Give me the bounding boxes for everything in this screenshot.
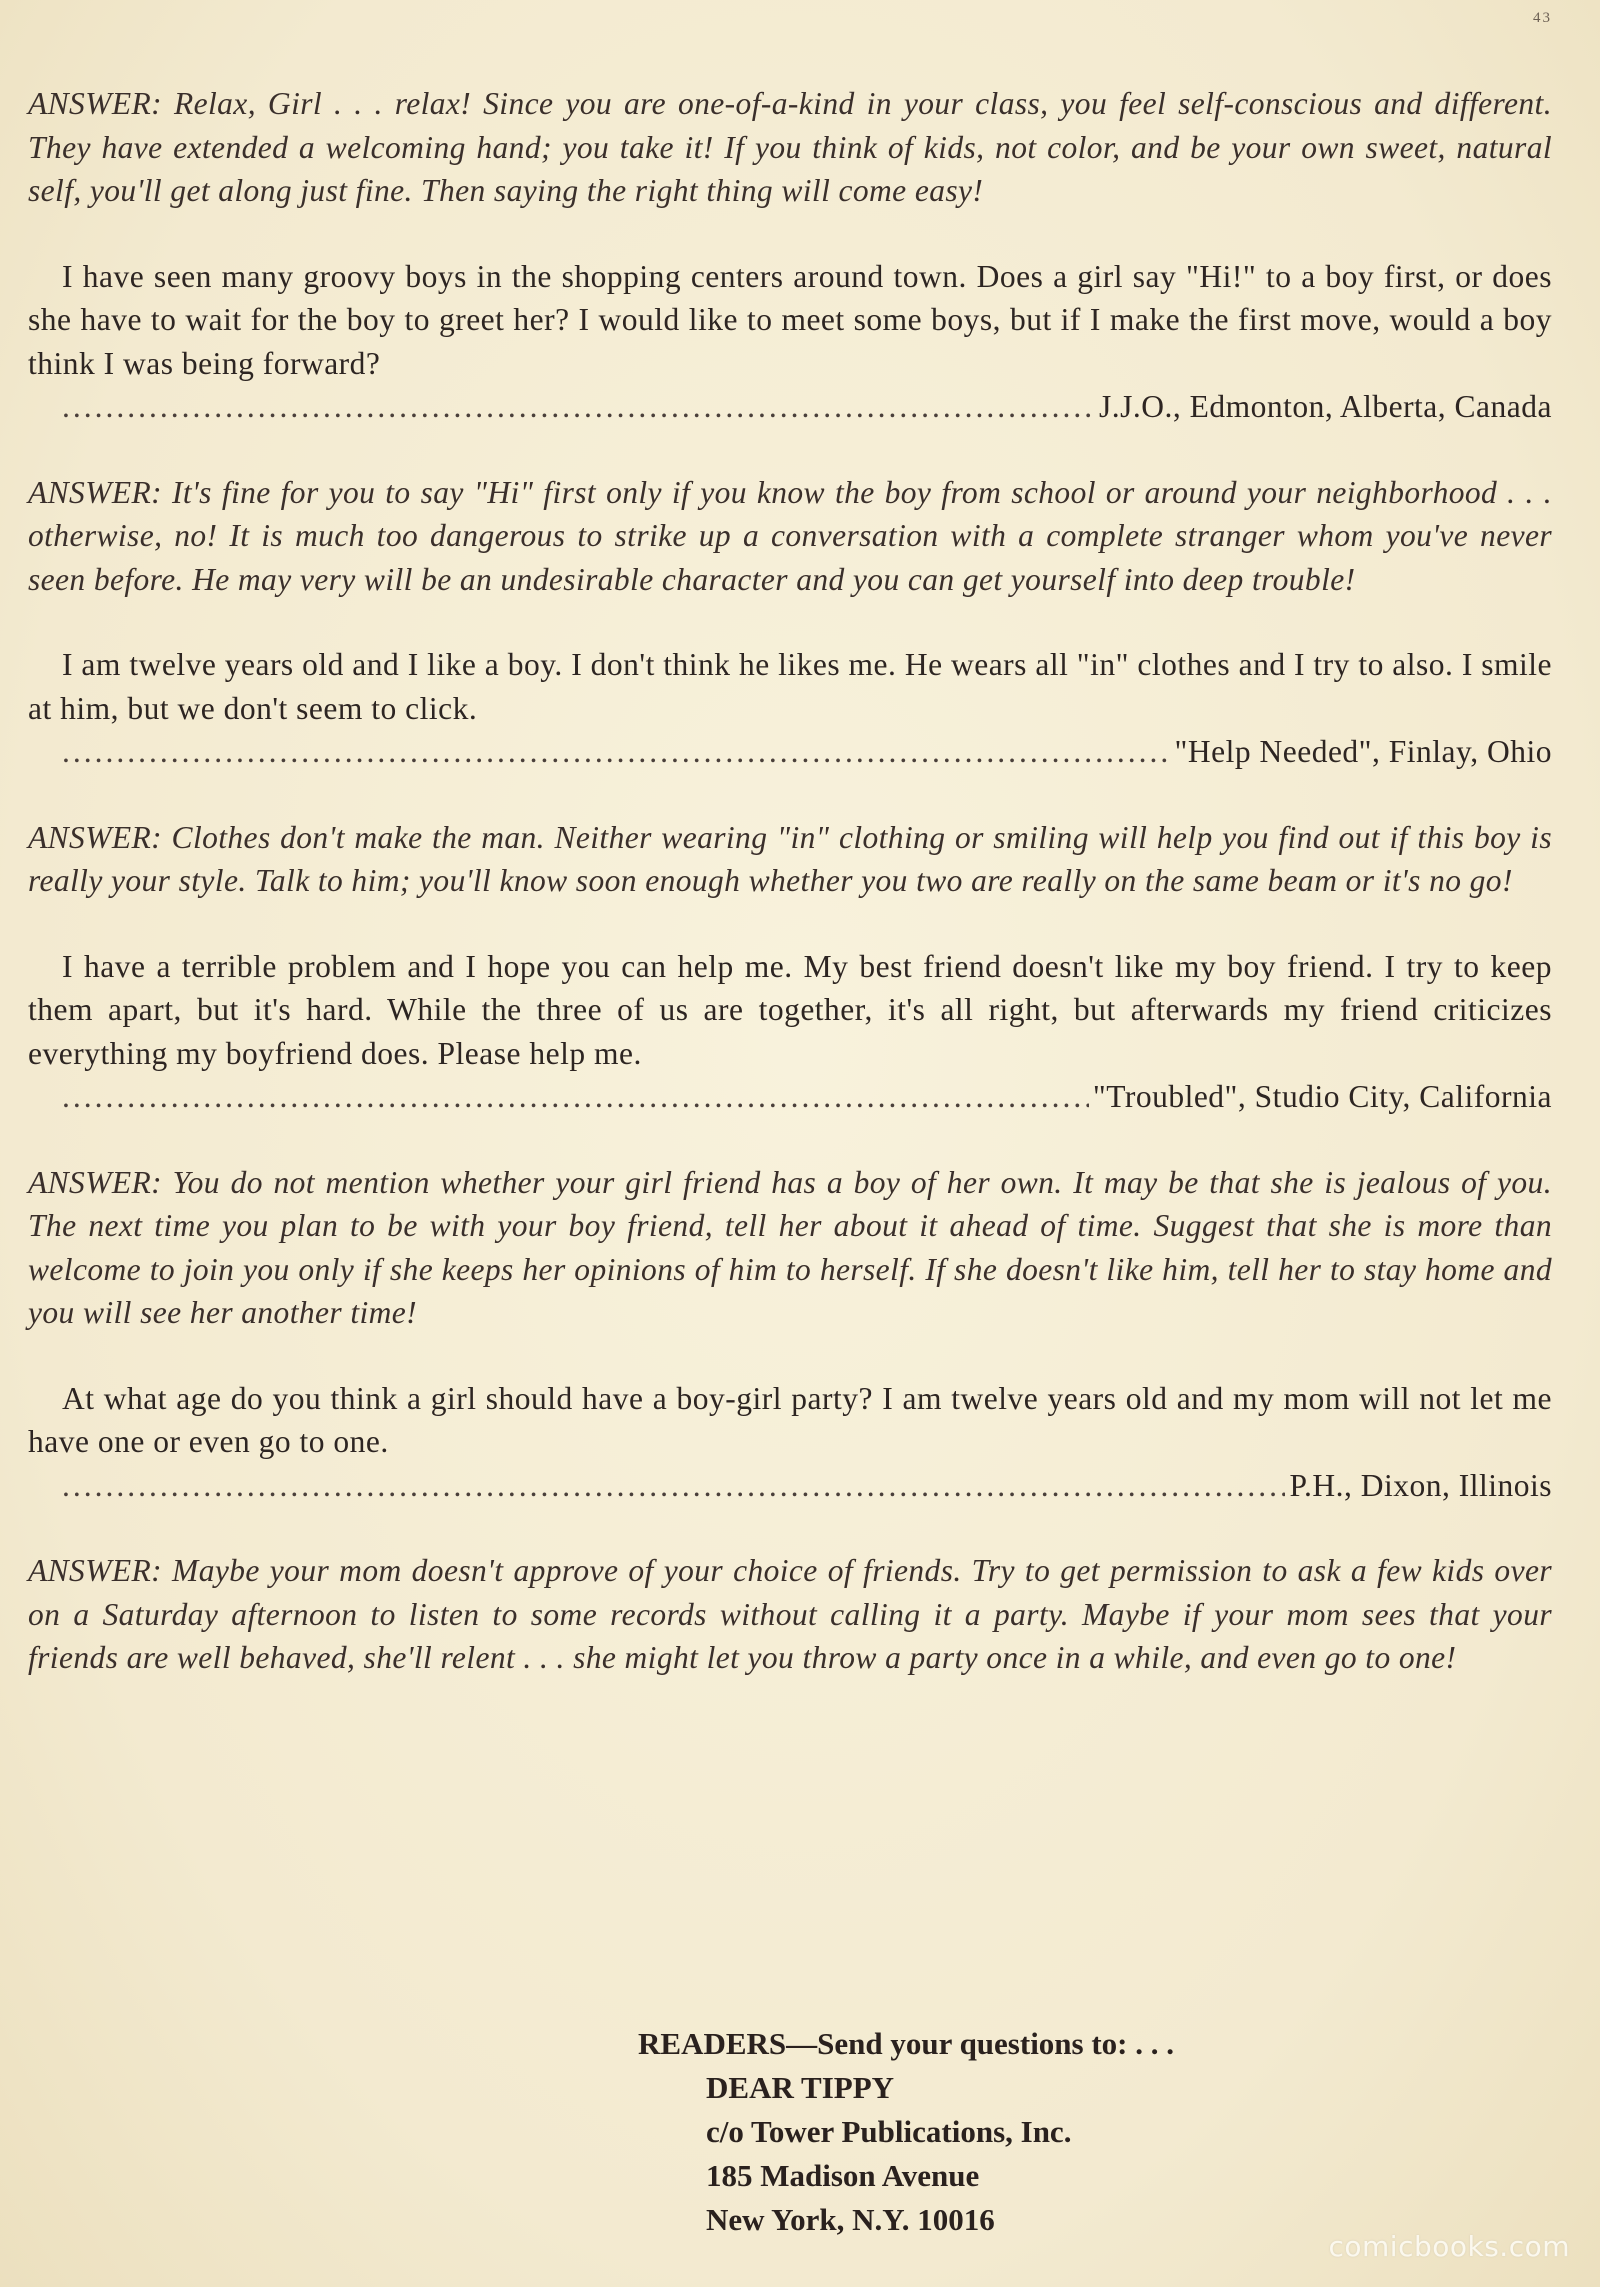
signature-5: P.H., Dixon, Illinois — [1289, 1467, 1552, 1503]
question-5: At what age do you think a girl should have a boy-girl party? I am twelve years old and my mom will not let me have one or even go to one. — [28, 1380, 1552, 1459]
watermark: comicbooks.com — [1328, 2230, 1570, 2263]
answer-5: ANSWER: Maybe your mom doesn't approve of your choice of friends. Try to get permission to ask a few kids over on a Saturday afternoon to listen to some records without calling it a party. Maybe if your mom sees that your friends are well behaved, she'll relent . . . she might let you throw a party once in a while, and even go to one! — [28, 1553, 1552, 1675]
signature-3: "Help Needed", Finlay, Ohio — [1174, 734, 1552, 769]
dot-leader — [62, 730, 1171, 774]
question-3: I am twelve years old and I like a boy. I don't think he likes me. He wears all "in" clothes and I try to also. I smile at him, but we don't seem to click. — [28, 647, 1552, 726]
dot-leader — [62, 1075, 1089, 1119]
answer-3: ANSWER: Clothes don't make the man. Neither wearing "in" clothing or smiling will help you find out if this boy is really your style. Talk to him; you'll know soon enough whether you two are really on the same beam or it's no go! — [28, 819, 1552, 898]
signature-2: J.J.O., Edmonton, Alberta, Canada — [1098, 389, 1552, 424]
question-2: I have seen many groovy boys in the shopping centers around town. Does a girl say "Hi!" to a boy first, or does she have to wait for the boy to greet her? I would like to meet some boys, but if I make the first move, would a boy think I was being forward? — [28, 258, 1552, 381]
address-line-1: DEAR TIPPY — [706, 2070, 895, 2105]
signature-3-line — [28, 730, 1552, 774]
address-line-3: 185 Madison Avenue — [706, 2158, 980, 2193]
signature-2-line — [28, 385, 1552, 429]
answer-4: ANSWER: You do not mention whether your girl friend has a boy of her own. It may be that she is jealous of you. The next time you plan to be with your boy friend, tell her about it ahead of time. Suggest that she is more than welcome to join you only if she keeps her opinions of him to herself. If she doesn't like him, tell her to stay home and you will see her another time! — [28, 1164, 1552, 1330]
answer-2: ANSWER: It's fine for you to say "Hi" first only if you know the boy from school or around your neighborhood . . . otherwise, no! It is much too dangerous to strike up a conversation with a complete stranger whom you've never seen before. He may very will be an undesirable character and you can get yourself into deep trouble! — [28, 474, 1552, 597]
readers-mailing-address — [638, 2022, 1174, 2242]
signature-5-line — [28, 1464, 1552, 1508]
answer-1: ANSWER: Relax, Girl . . . relax! Since you are one-of-a-kind in your class, you feel self-conscious and different. They have extended a welcoming hand; you take it! If you think of kids, not color, and be your own sweet, natural self, you'll get along just fine. Then saying the right thing will come easy! — [28, 86, 1552, 208]
signature-4-line — [28, 1075, 1552, 1119]
dot-leader — [62, 1464, 1285, 1508]
address-line-2: c/o Tower Publications, Inc. — [706, 2114, 1072, 2149]
readers-heading: READERS—Send your questions to: . . . — [638, 2026, 1175, 2061]
advice-column — [28, 82, 1552, 1722]
signature-4: "Troubled", Studio City, California — [1092, 1079, 1552, 1114]
question-4: I have a terrible problem and I hope you can help me. My best friend doesn't like my boy friend. I try to keep them apart, but it's hard. While the three of us are together, it's all right, but afterwards my friend criticizes everything my boyfriend does. Please help me. — [28, 948, 1552, 1071]
address-line-4: New York, N.Y. 10016 — [706, 2202, 995, 2237]
page-number: 43 — [1533, 10, 1552, 26]
dot-leader — [62, 385, 1095, 429]
